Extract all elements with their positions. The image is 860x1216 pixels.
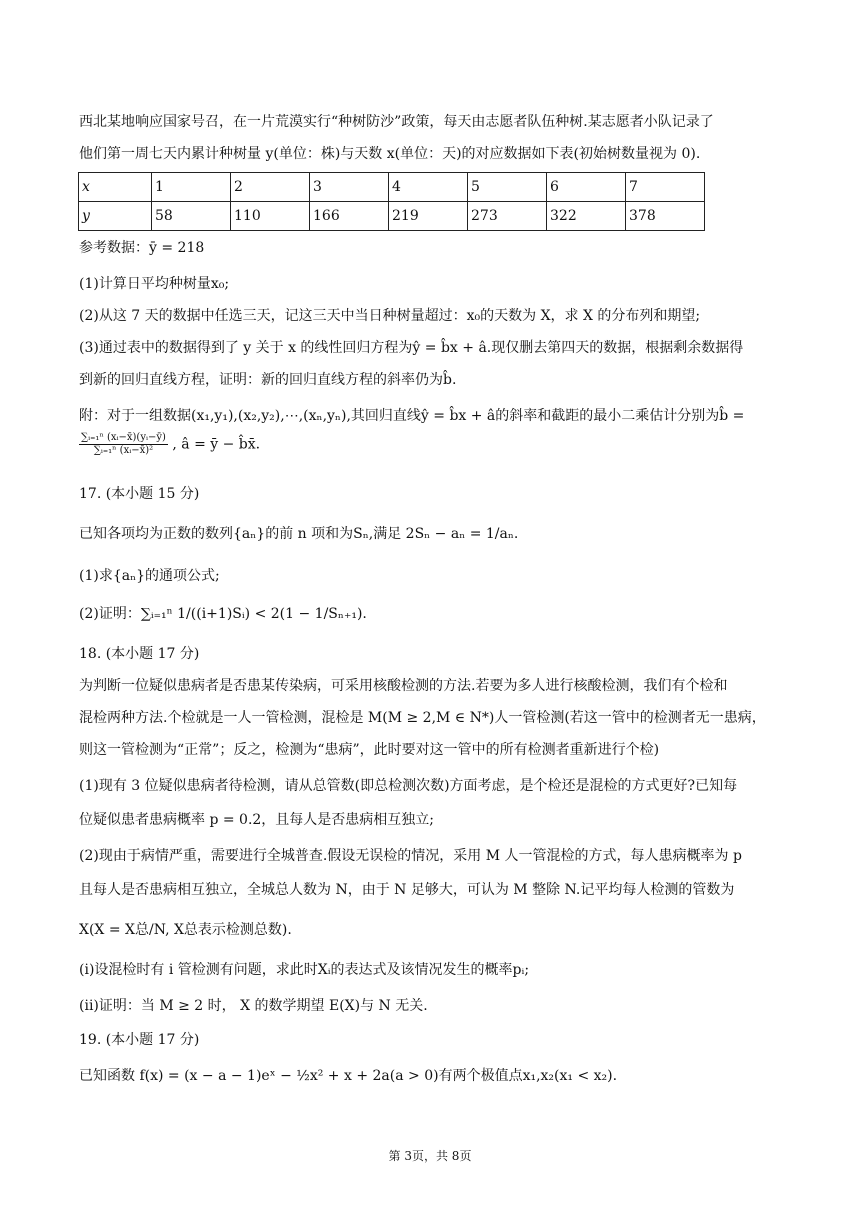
p18-question-1-line1: (1)现有 3 位疑似患病者待检测，请从总管数(即总检测次数)方面考虑，是个检还是混检的方式更好?已知每 [79,778,738,794]
p16-note-formula [79,432,260,457]
p18-heading: 18. (本小题 17 分) [79,646,200,662]
p17-heading: 17. (本小题 15 分) [79,486,200,502]
p18-subquestion-ii: (ii)证明：当 M ≥ 2 时， X 的数学期望 E(X)与 N 无关. [79,998,428,1014]
table-row [79,173,705,202]
fraction [79,432,168,457]
table-cell: 322 [547,202,626,231]
p16-question-1: (1)计算日平均种树量x₀; [79,276,230,292]
p16-question-3-line1: (3)通过表中的数据得到了 y 关于 x 的线性回归方程为ŷ = b̂x + â.现仅删去第四天的数据，根据剩余数据得 [79,340,744,356]
table-cell: 4 [389,173,468,202]
p18-question-2-line2: 且每人是否患病相互独立，全城总人数为 N，由于 N 足够大，可认为 M 整除 N.记平均每人检测的管数为 [79,882,735,898]
fraction-denominator: ∑ᵢ₌₁ⁿ (xᵢ−x̄)² [93,445,154,456]
p18-question-1-line2: 位疑似患者患病概率 p = 0.2，且每人是否患病相互独立; [79,812,435,828]
table-cell: 110 [231,202,310,231]
table-cell: 58 [152,202,231,231]
table-cell: 1 [152,173,231,202]
table-cell: 3 [310,173,389,202]
formula-tail: , â = ȳ − b̂x̄. [172,436,261,453]
p16-intro-line1: 西北某地响应国家号召，在一片荒漠实行“种树防沙”政策，每天由志愿者队伍种树.某志愿者小队记录了 [79,114,714,130]
table-row-header: x [79,173,152,202]
table-cell: 166 [310,202,389,231]
p17-text: 已知各项均为正数的数列{aₙ}的前 n 项和为Sₙ,满足 2Sₙ − aₙ = 1/aₙ. [79,526,519,542]
table-cell: 219 [389,202,468,231]
p18-question-2-line3: X(X = X总/N, X总表示检测总数). [79,922,292,938]
table-row-header: y [79,202,152,231]
p18-text-line3: 则这一管检测为“正常”；反之，检测为“患病”，此时要对这一管中的所有检测者重新进行个检) [79,742,660,758]
p18-question-2-line1: (2)现由于病情严重，需要进行全城普查.假设无误检的情况，采用 M 人一管混检的方式，每人患病概率为 p [79,848,742,864]
p18-subquestion-i: (i)设混检时有 i 管检测有问题，求此时Xᵢ的表达式及该情况发生的概率pᵢ; [79,962,530,978]
table-cell: 273 [468,202,547,231]
table-cell: 6 [547,173,626,202]
p16-question-2: (2)从这 7 天的数据中任选三天，记这三天中当日种树量超过：x₀的天数为 X，求 X 的分布列和期望; [79,308,701,324]
data-table [78,172,705,231]
p16-question-3-line2: 到新的回归直线方程，证明：新的回归直线方程的斜率仍为b̂. [79,372,457,388]
table-cell: 2 [231,173,310,202]
p16-reference-data: 参考数据：ȳ = 218 [79,240,205,256]
p19-text: 已知函数 f(x) = (x − a − 1)eˣ − ½x² + x + 2a(a > 0)有两个极值点x₁,x₂(x₁ < x₂). [79,1068,618,1084]
p16-note-line1: 附：对于一组数据(x₁,y₁),(x₂,y₂),⋯,(xₙ,yₙ),其回归直线ŷ = b̂x + â的斜率和截距的最小二乘估计分别为b̂ = [79,408,745,424]
table-row [79,202,705,231]
p16-intro-line2: 他们第一周七天内累计种树量 y(单位：株)与天数 x(单位：天)的对应数据如下表(初始树数量视为 0). [79,146,701,162]
p18-text-line2: 混检两种方法.个检就是一人一管检测，混检是 M(M ≥ 2,M ∈ N*)人一管检测(若这一管中的检测者无一患病， [79,710,766,726]
fraction-numerator: ∑ᵢ₌₁ⁿ (xᵢ−x̄)(yᵢ−ȳ) [81,432,166,443]
p18-text-line1: 为判断一位疑似患病者是否患某传染病，可采用核酸检测的方法.若要为多人进行核酸检测，我们有个检和 [79,678,728,694]
table-cell: 378 [626,202,705,231]
p17-question-2: (2)证明：∑ᵢ₌₁ⁿ 1/((i+1)Sᵢ) < 2(1 − 1/Sₙ₊₁). [79,606,367,622]
table-cell: 7 [626,173,705,202]
p17-question-1: (1)求{aₙ}的通项公式; [79,568,220,584]
page-footer: 第 3页，共 8页 [388,1149,472,1163]
p19-heading: 19. (本小题 17 分) [79,1032,200,1048]
table-cell: 5 [468,173,547,202]
